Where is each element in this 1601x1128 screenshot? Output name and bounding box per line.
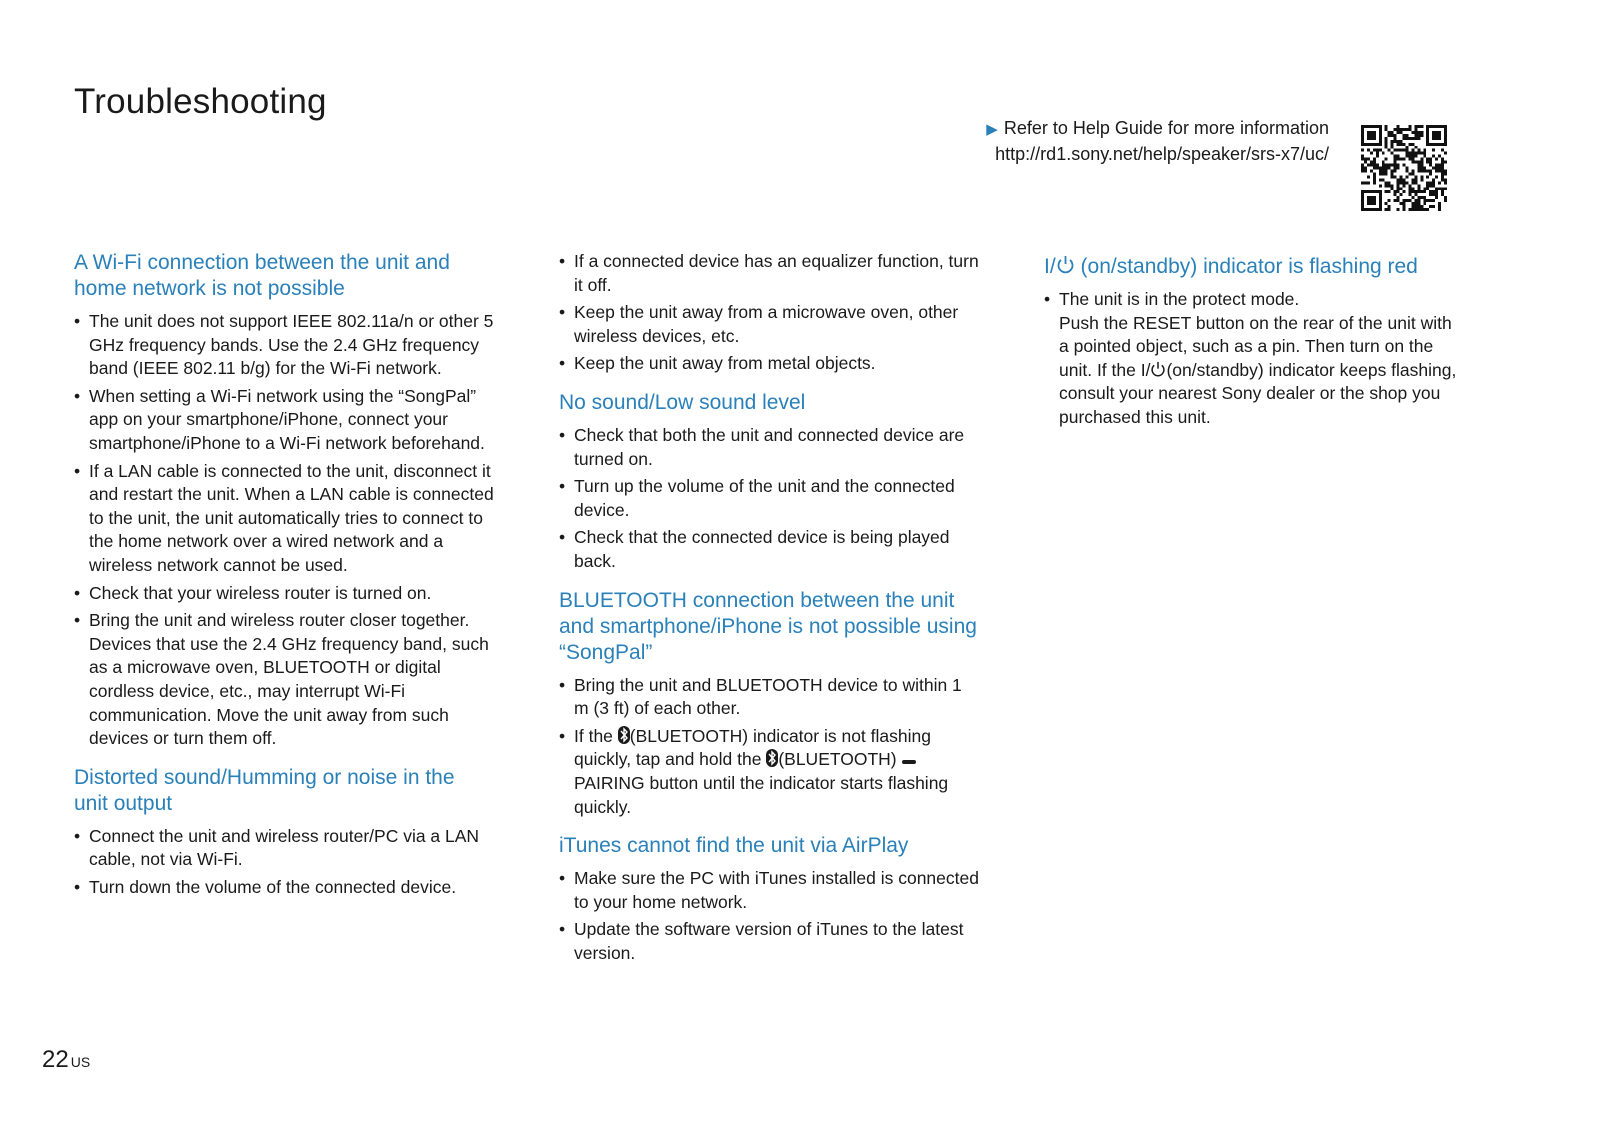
list-item — [1044, 288, 1464, 430]
text-fragment: Push the RESET button on the rear of the unit with a pointed object, such as a pin. Then turn on the unit. If the — [1059, 312, 1452, 380]
section-no-sound — [559, 390, 979, 574]
heading-text: (on/standby) indicator is flashing red — [1080, 255, 1418, 278]
section-heading — [1044, 254, 1464, 280]
bullet-list — [74, 310, 494, 751]
list-item: • Keep the unit away from metal objects. — [559, 352, 979, 376]
column-2 — [559, 250, 979, 979]
page-number — [42, 1046, 90, 1074]
section-heading: Distorted sound/Humming or noise in the unit output — [74, 765, 455, 815]
power-standby-icon — [1056, 255, 1075, 275]
list-item: • When setting a Wi-Fi network using the “SongPal” app on your smartphone/iPhone, connect your smartphone/iPhone to a Wi-Fi network beforehand. — [74, 385, 494, 456]
text-fragment: PAIRING button until the indicator starts flashing quickly. — [574, 772, 949, 817]
power-symbol-prefix: I/ — [1044, 255, 1056, 278]
section-heading: BLUETOOTH connection between the unit and smartphone/iPhone is not possible using “SongPal” — [559, 588, 977, 664]
help-guide-text-line — [986, 116, 1329, 142]
list-item: • If a connected device has an equalizer function, turn it off. — [559, 250, 979, 297]
list-item: • Bring the unit and wireless router closer together. Devices that use the 2.4 GHz frequency band, such as a microwave oven, BLUETOOTH or digital cordless device, etc., may interrupt Wi-Fi communication. Move the unit away from such devices or turn them off. — [74, 609, 494, 751]
page-title: Troubleshooting — [74, 82, 327, 121]
power-symbol-prefix: I/ — [1140, 359, 1151, 380]
column-3 — [1044, 254, 1464, 444]
section-standby-indicator — [1044, 254, 1464, 430]
section-distorted-sound — [74, 765, 494, 900]
section-continued-tips — [559, 250, 979, 376]
section-bluetooth-connection — [559, 588, 979, 820]
list-item: • Check that the connected device is being played back. — [559, 526, 979, 573]
bullet-list — [74, 825, 494, 900]
section-heading: A Wi-Fi connection between the unit and home network is not possible — [74, 251, 450, 300]
bluetooth-icon — [766, 749, 778, 767]
list-item: • Keep the unit away from a microwave oven, other wireless devices, etc. — [559, 301, 979, 348]
list-item: • Bring the unit and BLUETOOTH device to within 1 m (3 ft) of each other. — [559, 674, 979, 721]
section-itunes-airplay — [559, 833, 979, 965]
list-item: • Turn up the volume of the unit and the connected device. — [559, 475, 979, 522]
bullet-list — [1044, 288, 1464, 430]
text-fragment: If the — [574, 725, 613, 746]
bluetooth-icon — [618, 726, 630, 744]
text-fragment: (BLUETOOTH) — [778, 749, 897, 770]
list-item: • The unit does not support IEEE 802.11a/n or other 5 GHz frequency bands. Use the 2.4 GHz frequency band (IEEE 802.11 b/g) for the Wi-Fi network. — [74, 310, 494, 381]
text-fragment: (BLUETOOTH) indicator is not flashing quickly, tap and hold the — [574, 725, 931, 770]
bullet-list — [559, 674, 979, 820]
column-1 — [74, 250, 494, 913]
list-item: • Check that both the unit and connected device are turned on. — [559, 424, 979, 471]
bullet-list — [559, 867, 979, 965]
list-item: • Check that your wireless router is turned on. — [74, 582, 494, 606]
help-guide-reference — [986, 116, 1329, 166]
list-item — [559, 725, 979, 819]
bullet-list — [559, 250, 979, 376]
section-wifi-connection — [74, 250, 494, 751]
section-heading: iTunes cannot find the unit via AirPlay — [559, 834, 909, 858]
list-item: • Update the software version of iTunes to the latest version. — [559, 918, 979, 965]
list-item: • Make sure the PC with iTunes installed is connected to your home network. — [559, 867, 979, 914]
page-number-value: 22 — [42, 1046, 69, 1073]
page-region: US — [70, 1054, 91, 1070]
help-guide-text: Refer to Help Guide for more information — [1003, 118, 1329, 138]
pairing-icon — [902, 757, 916, 767]
bullet-list — [559, 424, 979, 574]
help-guide-url[interactable]: http://rd1.sony.net/help/speaker/srs-x7/uc/ — [995, 144, 1329, 164]
list-item: • Connect the unit and wireless router/PC via a LAN cable, not via Wi-Fi. — [74, 825, 494, 872]
section-heading: No sound/Low sound level — [559, 390, 806, 414]
power-standby-icon — [1150, 361, 1166, 378]
list-item: • Turn down the volume of the connected device. — [74, 876, 494, 900]
text-fragment: (on/standby) indicator keeps flashing, consult your nearest Sony dealer or the shop you purchased this unit. — [1059, 359, 1457, 427]
text-fragment: • The unit is in the protect mode. — [1059, 289, 1300, 309]
list-item: • If a LAN cable is connected to the unit, disconnect it and restart the unit. When a LAN cable is connected to the unit, the unit automatically tries to connect to the home network over a wired network and a wireless network cannot be used. — [74, 460, 494, 578]
qr-code-icon — [1361, 125, 1447, 211]
arrow-right-icon: ▶ — [986, 121, 998, 138]
